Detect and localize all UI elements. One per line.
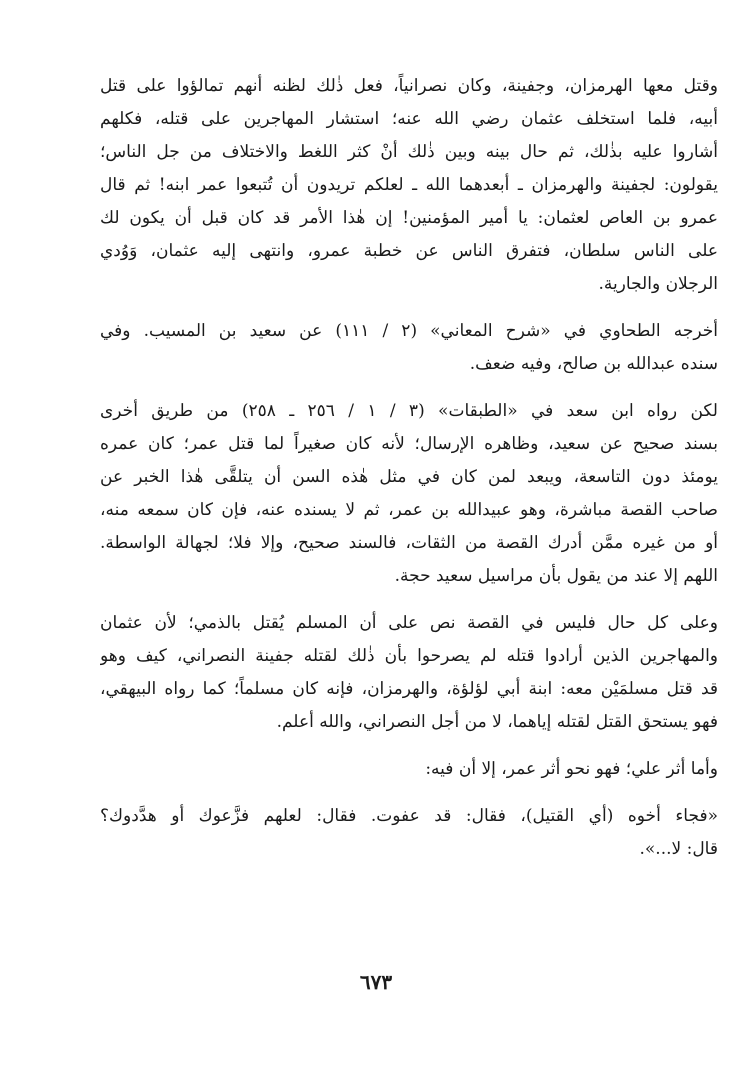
text-line: يقولون: لجفينة والهرمزان ـ أبعدهما الله ـ لعلكم تريدون أن تُتبعوا عمر ابنه! ثم قال <box>100 175 718 195</box>
text-line: «فجاء أخوه (أي القتيل)، فقال: قد عفوت. فقال: لعلهم فزَّعوك أو هدَّدوك؟ <box>100 806 718 826</box>
text-line: والمهاجرين الذين أرادوا قتله لم يصرحوا بأن ذٰلك لقتله جفينة النصراني، كيف وهو <box>100 646 718 666</box>
paragraph <box>100 70 718 301</box>
paragraph <box>100 395 718 593</box>
page-number: ٦٧٣ <box>359 970 393 994</box>
paragraph <box>100 315 718 381</box>
text-line: وقتل معها الهرمزان، وجفينة، وكان نصرانياً، فعل ذٰلك لظنه أنهم تمالؤوا على قتل <box>100 76 718 96</box>
text-line: أخرجه الطحاوي في «شرح المعاني» (٢ / ١١١) عن سعيد بن المسيب. وفي <box>100 321 718 341</box>
text-line: لكن رواه ابن سعد في «الطبقات» (٣ / ١ / ٢٥٦ ـ ٢٥٨) من طريق أخرى <box>100 401 718 421</box>
text-line: بسند صحيح عن سعيد، وظاهره الإرسال؛ لأنه كان صغيراً لما قتل عمر؛ كان عمره <box>100 434 718 454</box>
paragraph <box>100 753 718 786</box>
body-text <box>100 70 718 866</box>
text-line: قال: لا...». <box>639 839 718 859</box>
text-line: يومئذ دون التاسعة، ويبعد لمن كان في مثل هٰذه السن أن يتلقَّى هٰذا الخبر عن <box>100 467 718 487</box>
text-line: سنده عبدالله بن صالح، وفيه ضعف. <box>469 354 718 374</box>
text-line: وأما أثر علي؛ فهو نحو أثر عمر، إلا أن فيه: <box>425 759 718 779</box>
text-line: على الناس سلطان، فتفرق الناس عن خطبة عمرو، وانتهى إليه عثمان، وَوُدي <box>100 241 718 261</box>
paragraph <box>100 800 718 866</box>
text-line: الرجلان والجارية. <box>598 274 718 294</box>
text-line: أبيه، فلما استخلف عثمان رضي الله عنه؛ استشار المهاجرين على قتله، فكلهم <box>100 109 718 129</box>
text-line: أو من غيره ممَّن أدرك القصة من الثقات، فالسند صحيح، وإلا فلا؛ لجهالة الواسطة. <box>100 533 718 553</box>
text-line: صاحب القصة مباشرة، وهو عبيدالله بن عمر، ثم لا يسنده عنه، فإن كان سمعه منه، <box>100 500 718 520</box>
text-line: أشاروا عليه بذٰلك، ثم حال بينه وبين ذٰلك أنْ كثر اللغط والاختلاف من جل الناس؛ <box>100 142 718 162</box>
text-line: اللهم إلا عند من يقول بأن مراسيل سعيد حجة. <box>394 566 718 586</box>
paragraph <box>100 607 718 739</box>
text-line: فهو يستحق القتل لقتله إياهما، لا من أجل النصراني، والله أعلم. <box>276 712 718 732</box>
text-line: قد قتل مسلمَيْن معه: ابنة أبي لؤلؤة، والهرمزان، فإنه كان مسلماً؛ كما رواه البيهقي، <box>100 679 718 699</box>
text-line: وعلى كل حال فليس في القصة نص على أن المسلم يُقتل بالذمي؛ لأن عثمان <box>100 613 718 633</box>
text-line: عمرو بن العاص لعثمان: يا أمير المؤمنين! إن هٰذا الأمر قد كان قبل أن يكون لك <box>100 208 718 228</box>
